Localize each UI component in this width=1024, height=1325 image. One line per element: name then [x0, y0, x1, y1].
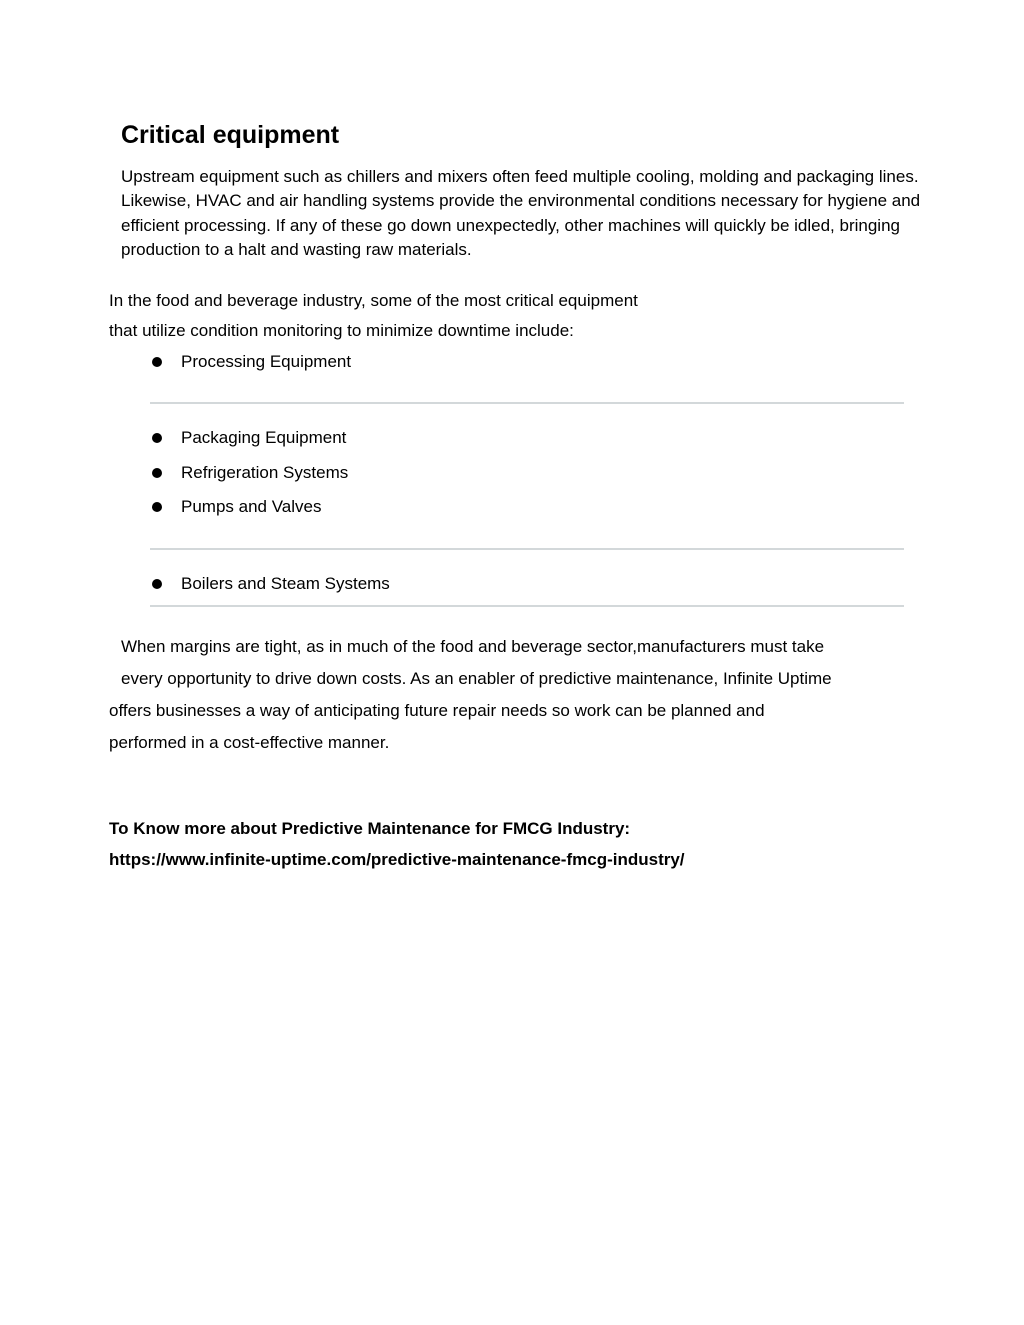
bullet-icon [152, 433, 162, 443]
list-item-label: Processing Equipment [181, 352, 352, 371]
more-info-label: To Know more about Predictive Maintenance for FMCG Industry: [109, 819, 631, 838]
bullet-icon [152, 579, 162, 589]
closing-line-4: performed in a cost-effective manner. [109, 733, 390, 752]
bullet-icon [152, 468, 162, 478]
divider [150, 605, 904, 607]
divider [150, 548, 904, 550]
lead-line-1: In the food and beverage industry, some of the most critical equipment [109, 291, 638, 310]
closing-line-1: When margins are tight, as in much of the food and beverage sector,manufacturers must take [121, 637, 825, 656]
list-item-label: Refrigeration Systems [181, 463, 349, 482]
more-info-link[interactable]: https://www.infinite-uptime.com/predictive-maintenance-fmcg-industry/ [109, 850, 685, 869]
intro-paragraph: Upstream equipment such as chillers and mixers often feed multiple cooling, molding and packaging lines. Likewise, HVAC and air handling systems provide the environmental conditions necessary for hygiene and efficient processing. If any of these go down unexpectedly, other machines will quickly be idled, bringing production to a halt and wasting raw materials. [121, 167, 921, 259]
list-item-label: Pumps and Valves [181, 497, 322, 516]
bullet-icon [152, 502, 162, 512]
closing-line-3: offers businesses a way of anticipating future repair needs so work can be planned and [109, 701, 765, 720]
closing-line-2: every opportunity to drive down costs. As an enabler of predictive maintenance, Infinite Uptime [121, 669, 832, 688]
divider [150, 402, 904, 404]
list-item-label: Boilers and Steam Systems [181, 574, 390, 593]
list-item-label: Packaging Equipment [181, 428, 347, 447]
lead-paragraph [109, 286, 909, 346]
section-heading: Critical equipment [121, 121, 340, 149]
lead-line-2: that utilize condition monitoring to minimize downtime include: [109, 321, 574, 340]
bullet-icon [152, 357, 162, 367]
